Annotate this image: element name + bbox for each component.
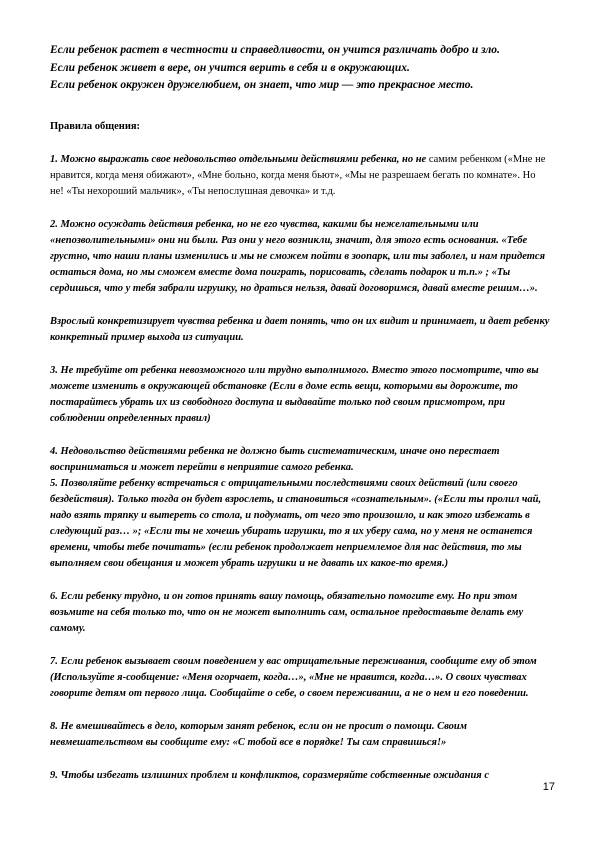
intro-line-3: Если ребенок окружен дружелюбием, он знает, что мир — это прекрасное место. bbox=[50, 79, 474, 91]
rules-heading: Правила общения: bbox=[50, 120, 141, 132]
rule-1 bbox=[50, 152, 550, 200]
page-number: 17 bbox=[542, 781, 555, 793]
rule-9: 9. Чтобы избегать излишних проблем и конфликтов, соразмеряйте собственные ожидания с bbox=[50, 769, 489, 781]
rule-2-note: Взрослый конкретизирует чувства ребенка и дает понять, что он их видит и принимает, и дает ребенку конкретный пример выхода из ситуации. bbox=[50, 315, 550, 343]
rule-2: 2. Можно осуждать действия ребенка, но не его чувства, какими бы нежелательными или «непозволительными» они ни были. Раз они у него возникли, значит, для этого есть основания. «Тебе грустно, что наши планы изменились и мы не сможем пойти в зоопарк, или ты заболел, и нам придется остаться дома, но мы сможем вместе дома поиграть, порисовать, сделать подарок и т.п.» ; «Ты сердишься, что у тебя забрали игрушку, но драться нельзя, давай договоримся, давай вместе решим…». bbox=[50, 218, 545, 294]
rule-7: 7. Если ребенок вызывает своим поведением у вас отрицательные переживания, сообщите ему об этом (Используйте я-сообщение: «Меня огорчает, когда…», «Мне не нравится, когда…». О своих чувствах говорите детям от первого лица. Сообщайте о себе, о своем переживании, а не о нем и его поведении. bbox=[50, 655, 537, 699]
rule-1-bold: 1. Можно выражать свое недовольство отдельными действиями ребенка, но не bbox=[50, 153, 427, 165]
document-body bbox=[50, 42, 550, 784]
rule-1-normal: самим ребенком («Мне не нравится, когда меня обижают», «Мне больно, когда меня бьют», «Мы не разрешаем бегать по комнате». Но не! «Ты нехороший мальчик», «Ты непослушная девочка» и т.д. bbox=[50, 153, 546, 197]
rule-3: 3. Не требуйте от ребенка невозможного или трудно выполнимого. Вместо этого посмотрите, что вы можете изменить в окружающей обстановке (Если в доме есть вещи, которыми вы дорожите, то постарайтесь убрать их из свободного доступа и выдавайте только под своим присмотром, при соблюдении определенных правил) bbox=[50, 364, 539, 424]
rule-5: 5. Позволяйте ребенку встречаться с отрицательными последствиями своих действий (или своего бездействия). Только тогда он будет взрослеть, и становиться «сознательным». («Если ты пролил чай, надо взять тряпку и вытереть со стола, и подумать, от чего это произошло, и как этого избежать в следующий раз… »; «Если ты не хочешь убирать игрушки, то я их уберу сама, но у меня не останется времени, чтобы тебе почитать» (если ребенок продолжает неприемлемое для нас действия, то мы выполняем свои обещания и может убрать игрушки и не давать их какое-то время.) bbox=[50, 477, 542, 569]
intro-line-2: Если ребенок живет в вере, он учится верить в себя и в окружающих. bbox=[50, 61, 410, 74]
rule-8: 8. Не вмешивайтесь в дело, которым занят ребенок, если он не просит о помощи. Своим невмешательством вы сообщите ему: «С тобой все в порядке! Ты сам справишься!» bbox=[50, 720, 467, 748]
rule-6: 6. Если ребенку трудно, и он готов принять вашу помощь, обязательно помогите ему. Но при этом возьмите на себя только то, что он не может выполнить сам, остальное предоставьте делать ему самому. bbox=[50, 590, 524, 634]
intro-line-1: Если ребенок растет в честности и справедливости, он учится различать добро и зло. bbox=[50, 44, 500, 56]
rule-4: 4. Недовольство действиями ребенка не должно быть систематическим, иначе оно перестает восприниматься и может перейти в неприятие самого ребенка. bbox=[50, 445, 500, 473]
